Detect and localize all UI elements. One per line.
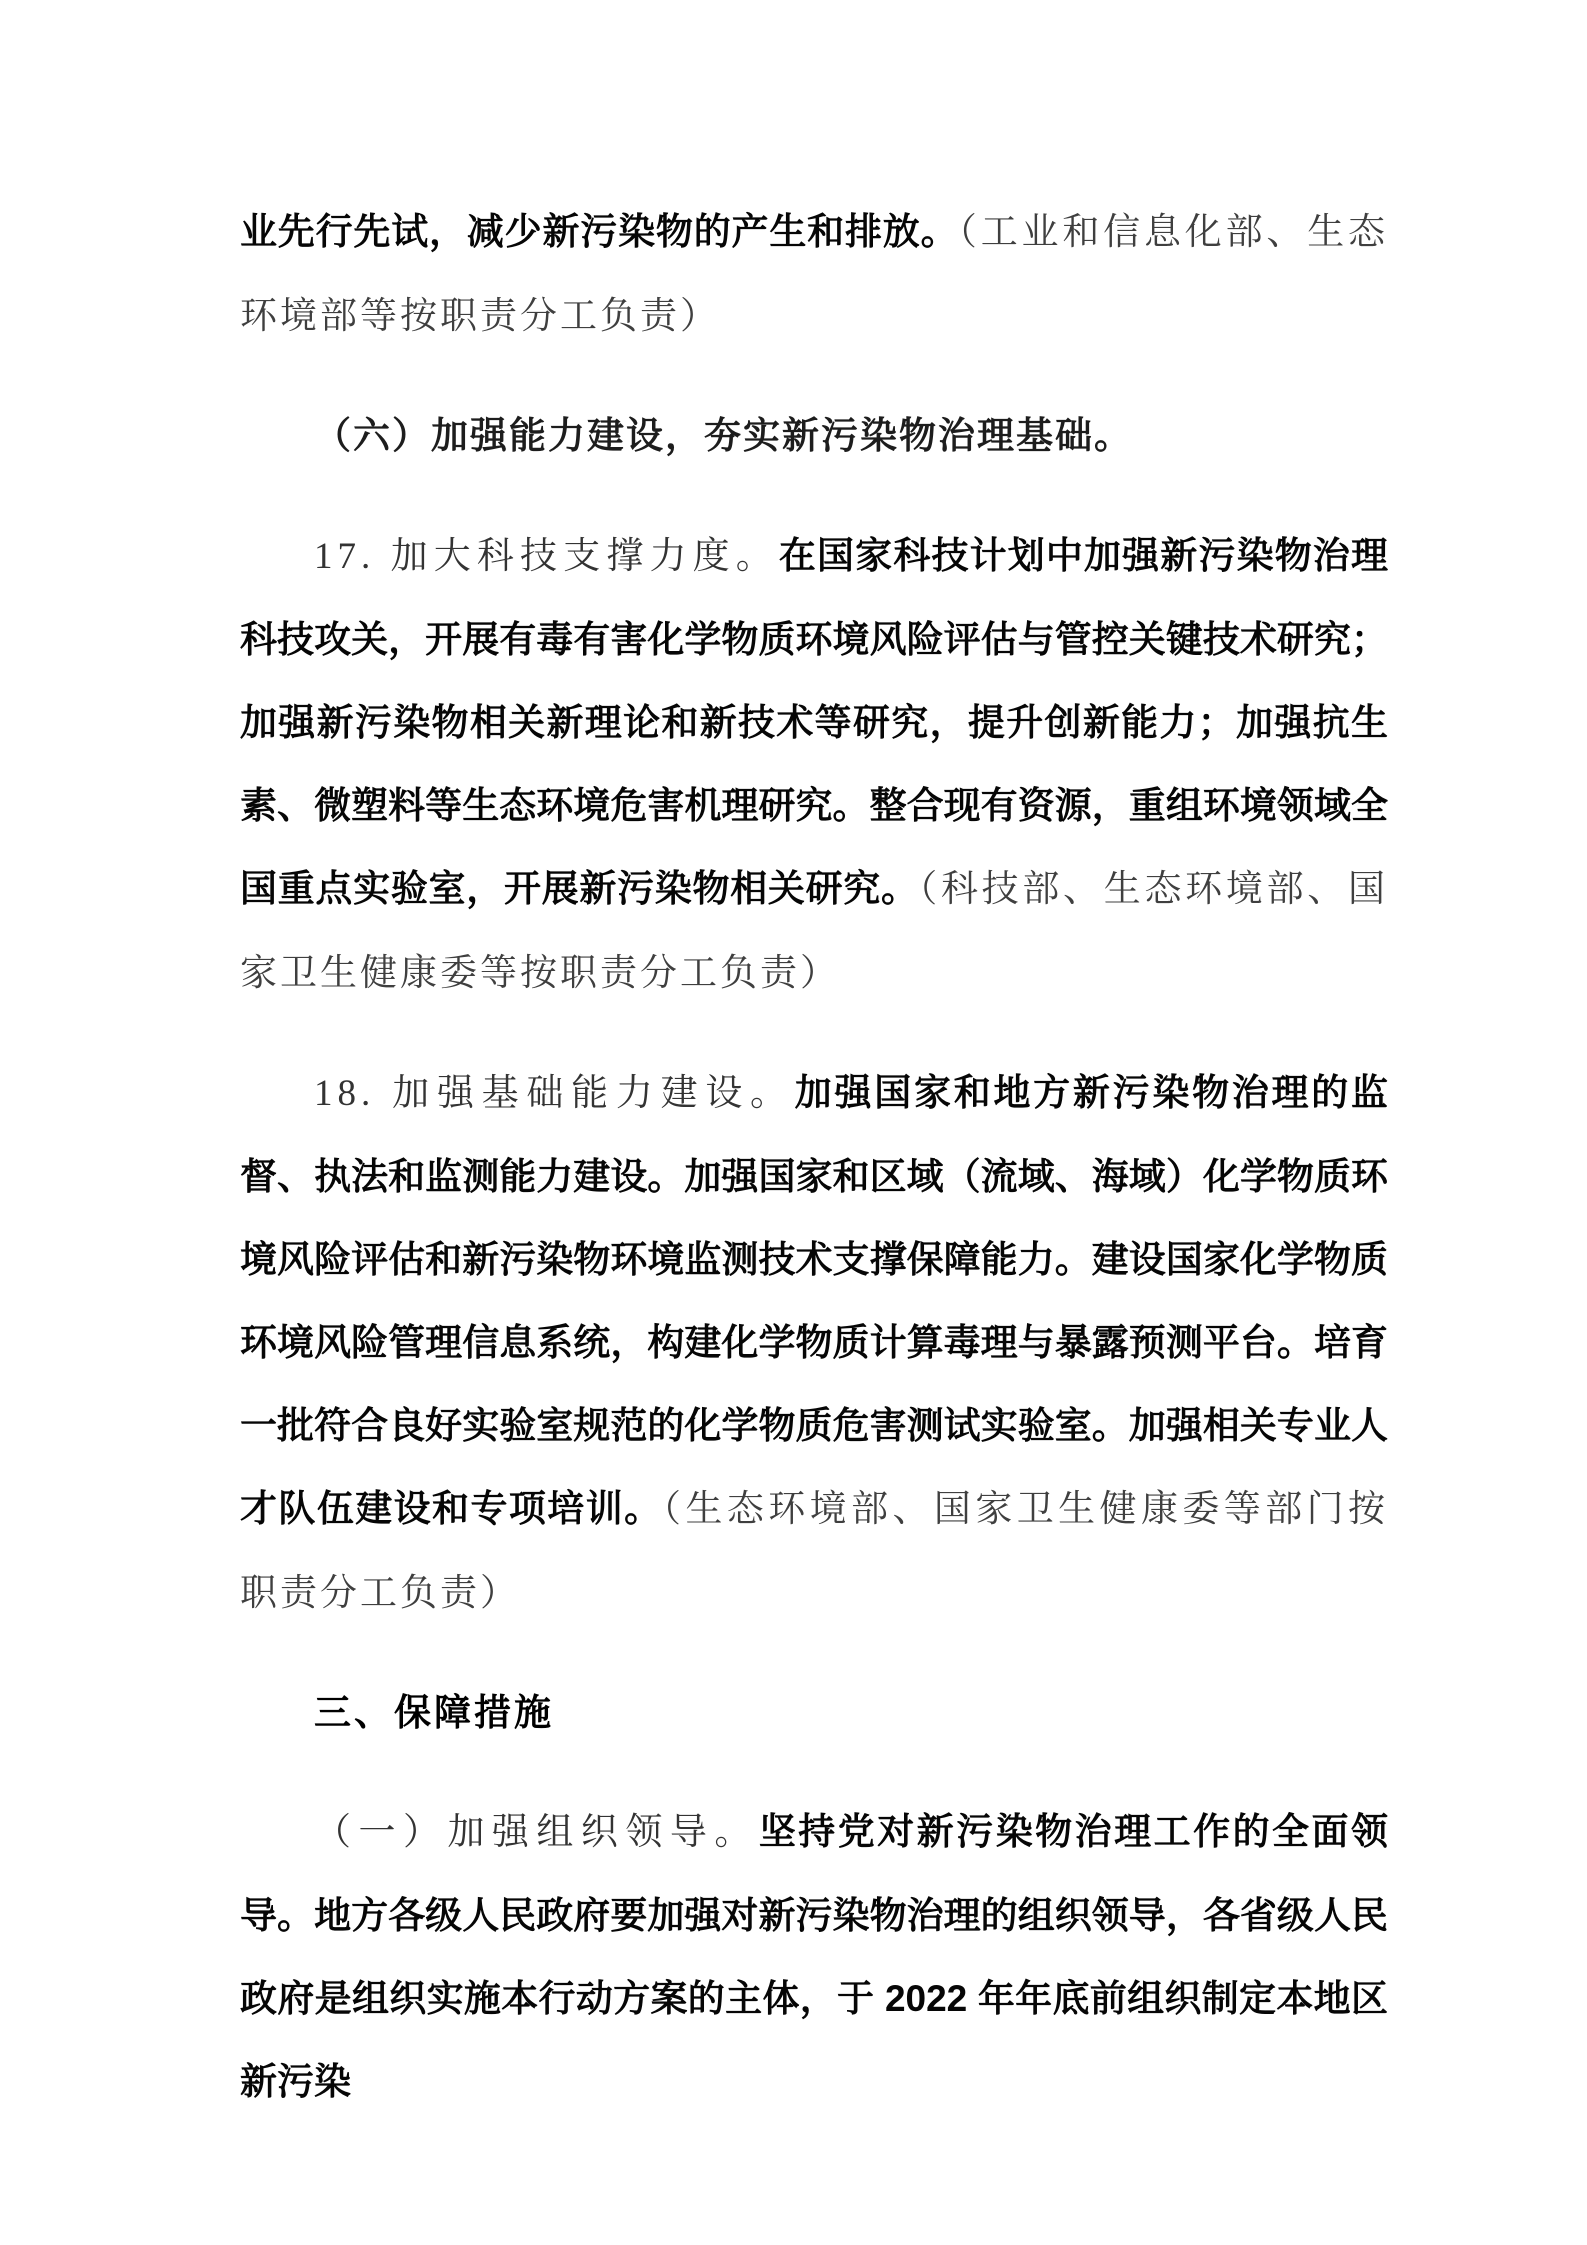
para-continuation bbox=[240, 190, 1388, 358]
body-text-run: 坚持党对新污染物治理工作的全面领导。地方各级人民政府要加强对新污染物治理的组织领导，各省级人民政府是组织实施本行动方案的主体，于 2022 年年底前组织制定本地区新污染 bbox=[240, 1811, 1389, 2102]
attribution-run: （科技部、生态环境部、国家卫生健康委等按职责分工负责） bbox=[240, 869, 1389, 994]
section-heading-text: 三、保障措施 bbox=[314, 1692, 554, 1733]
item-number-lead: （一）加强组织领导。 bbox=[314, 1812, 759, 1853]
attribution-run: （生态环境部、国家卫生健康委等部门按职责分工负责） bbox=[240, 1489, 1389, 1614]
body-text-run: 加强国家和地方新污染物治理的监督、执法和监测能力建设。加强国家和区域（流域、海域）化学物质环境风险评估和新污染物环境监测技术支撑保障能力。建设国家化学物质环境风险管理信息系统，构建化学物质计算毒理与暴露预测平台。培育一批符合良好实验室规范的化学物质危害测试实验室。加强相关专业人才队伍建设和专项培训。 bbox=[240, 1072, 1389, 1529]
body-text-run: 在国家科技计划中加强新污染物治理科技攻关，开展有毒有害化学物质环境风险评估与管控关键技术研究；加强新污染物相关新理论和新技术等研究，提升创新能力；加强抗生素、微塑料等生态环境危害机理研究。整合现有资源，重组环境领域全国重点实验室，开展新污染物相关研究。 bbox=[240, 535, 1389, 909]
section-heading-3 bbox=[240, 1671, 1388, 1754]
attribution-run: （工业和信息化部、生态环境部等按职责分工负责） bbox=[240, 212, 1389, 337]
para-safeguard-1 bbox=[240, 1790, 1388, 2123]
subsection-heading-text: （六）加强能力建设，夯实新污染物治理基础。 bbox=[314, 416, 1133, 457]
para-item-18 bbox=[240, 1051, 1388, 1635]
item-number-lead: 18. 加强基础能力建设。 bbox=[314, 1073, 795, 1114]
para-item-17 bbox=[240, 514, 1388, 1015]
document-content bbox=[240, 190, 1388, 2123]
item-number-lead: 17. 加大科技支撑力度。 bbox=[314, 536, 779, 577]
subsection-heading-6 bbox=[240, 394, 1388, 478]
body-text-run: 业先行先试，减少新污染物的产生和排放。 bbox=[240, 211, 959, 252]
